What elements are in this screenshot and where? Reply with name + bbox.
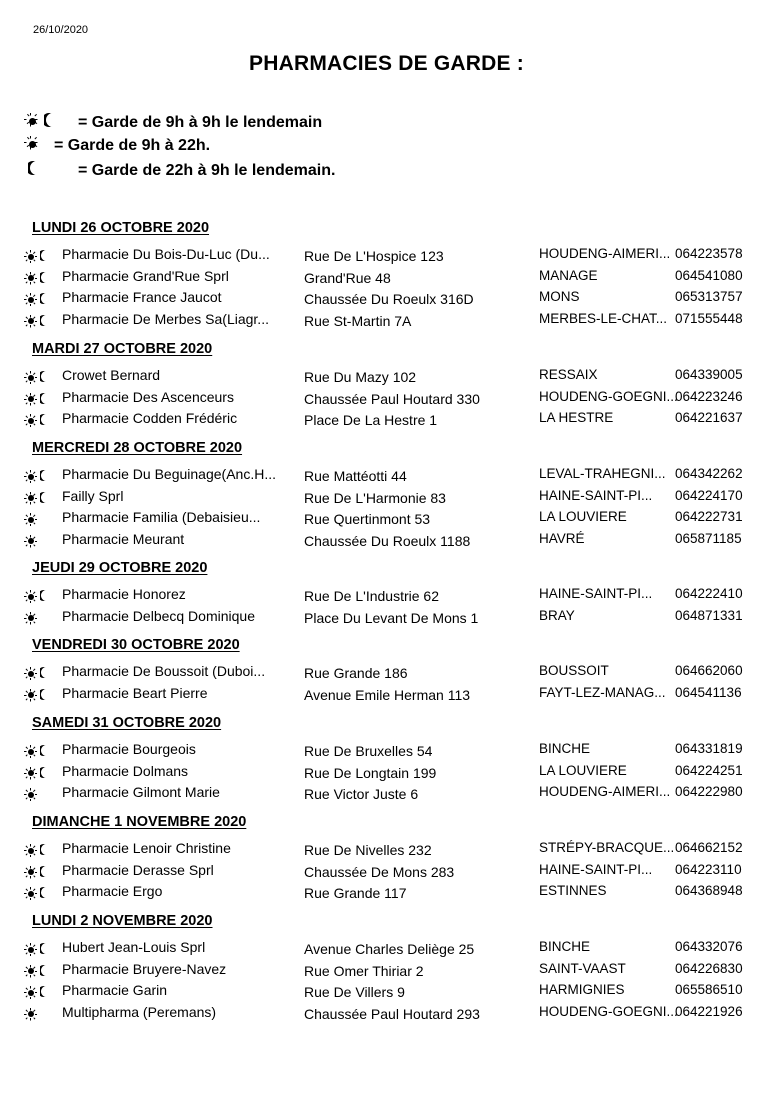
pharmacy-address: Chaussée Paul Houtard 293: [304, 1005, 480, 1022]
pharmacy-name: Pharmacie Du Beguinage(Anc.H...: [62, 466, 276, 482]
day-heading: MERCREDI 28 OCTOBRE 2020: [32, 440, 243, 456]
pharmacy-city: HOUDENG-AIMERI...: [539, 246, 671, 261]
moon-icon: [40, 767, 50, 779]
pharmacy-phone: 071555448: [675, 310, 743, 326]
pharmacy-address: Rue Grande 186: [304, 665, 408, 681]
pharmacy-phone: 064222980: [675, 784, 743, 799]
day-heading: LUNDI 26 OCTOBRE 2020: [32, 220, 210, 236]
legend-symbols: [24, 160, 78, 180]
pharmacy-name: Pharmacie Delbecq Dominique: [62, 607, 255, 624]
legend-text: = Garde de 9h à 22h.: [54, 137, 211, 154]
pharmacy-row: [0, 784, 773, 804]
pharmacy-phone: 065313757: [675, 289, 743, 304]
pharmacy-city: LA HESTRE: [539, 410, 614, 425]
pharmacy-row: [0, 531, 773, 551]
sun-icon: [24, 470, 37, 483]
sun-icon: [24, 887, 37, 900]
pharmacy-address: Rue De L'Hospice 123: [304, 248, 444, 264]
sun-icon: [24, 136, 40, 152]
sun-icon: [24, 315, 37, 328]
pharmacy-address: Rue Quertinmont 53: [304, 511, 431, 527]
sun-icon: [24, 943, 37, 956]
sun-icon: [24, 844, 37, 857]
pharmacy-address: Rue De Bruxelles 54: [304, 743, 433, 759]
pharmacy-row: [0, 586, 773, 606]
pharmacy-city: LA LOUVIERE: [539, 762, 627, 778]
pharmacy-city: HOUDENG-AIMERI...: [539, 784, 671, 799]
duty-symbols: [24, 511, 37, 527]
moon-icon: [40, 250, 50, 262]
duty-symbols: [24, 490, 50, 506]
sun-icon: [24, 788, 37, 801]
duty-symbols: [24, 864, 50, 880]
pharmacy-city: BINCHE: [539, 741, 591, 756]
duty-symbols: [24, 270, 50, 286]
sun-icon: [24, 513, 37, 526]
pharmacy-phone: 064226830: [675, 960, 743, 976]
pharmacy-name: Pharmacie Bruyere-Navez: [62, 960, 227, 977]
day-heading: VENDREDI 30 OCTOBRE 2020: [32, 637, 240, 653]
moon-icon: [40, 844, 50, 856]
day-heading: SAMEDI 31 OCTOBRE 2020: [32, 715, 222, 731]
pharmacy-row: [0, 488, 773, 508]
moon-icon: [40, 414, 50, 426]
sun-icon: [24, 1008, 37, 1021]
pharmacy-row: [0, 663, 773, 683]
sun-icon: [24, 250, 37, 263]
pharmacy-phone: 064339005: [675, 367, 743, 382]
pharmacy-name: Pharmacie France Jaucot: [62, 289, 222, 305]
pharmacy-row: [0, 862, 773, 882]
day-heading: JEUDI 29 OCTOBRE 2020: [32, 560, 208, 576]
duty-symbols: [24, 1006, 37, 1022]
sun-icon: [24, 492, 37, 505]
duty-symbols: [24, 291, 50, 307]
pharmacy-city: BRAY: [539, 607, 575, 623]
pharmacy-address: Place Du Levant De Mons 1: [304, 609, 479, 626]
pharmacy-phone: 064541080: [675, 267, 743, 283]
pharmacy-phone: 065586510: [675, 982, 743, 997]
pharmacy-phone: 064662152: [675, 840, 743, 855]
pharmacy-row: [0, 961, 773, 981]
pharmacy-name: Pharmacie Beart Pierre: [62, 684, 208, 701]
legend-text: = Garde de 9h à 9h le lendemain: [78, 114, 323, 131]
pharmacy-row: [0, 1004, 773, 1024]
pharmacy-row: [0, 466, 773, 486]
moon-icon: [40, 293, 50, 305]
day-heading: DIMANCHE 1 NOVEMBRE 2020: [32, 814, 247, 830]
pharmacy-name: Pharmacie Grand'Rue Sprl: [62, 267, 229, 284]
duty-symbols: [24, 963, 50, 979]
moon-icon: [40, 986, 50, 998]
pharmacy-address: Chaussée De Mons 283: [304, 863, 455, 880]
duty-symbols: [24, 941, 50, 957]
moon-icon: [40, 470, 50, 482]
pharmacy-name: Pharmacie Dolmans: [62, 762, 189, 779]
duty-symbols: [24, 588, 50, 604]
pharmacy-city: SAINT-VAAST: [539, 960, 626, 976]
moon-icon: [40, 667, 50, 679]
duty-symbols: [24, 743, 50, 759]
pharmacy-row: [0, 685, 773, 705]
legend-item: [24, 160, 335, 180]
sun-icon: [24, 612, 37, 625]
pharmacy-name: Crowet Bernard: [62, 367, 161, 383]
pharmacy-row: [0, 840, 773, 860]
day-heading: MARDI 27 OCTOBRE 2020: [32, 341, 213, 357]
pharmacy-phone: 064871331: [675, 607, 743, 623]
pharmacy-row: [0, 763, 773, 783]
duty-symbols: [24, 313, 50, 329]
moon-icon: [40, 272, 50, 284]
pharmacy-phone: 065871185: [675, 530, 742, 546]
pharmacy-address: Chaussée Du Roeulx 316D: [304, 291, 474, 307]
sun-icon: [24, 590, 37, 603]
pharmacy-name: Pharmacie Honorez: [62, 586, 186, 602]
pharmacy-city: FAYT-LEZ-MANAG...: [539, 684, 666, 700]
pharmacy-name: Pharmacie Des Ascenceurs: [62, 388, 234, 405]
pharmacy-phone: 064221637: [675, 410, 743, 425]
pharmacy-row: [0, 311, 773, 331]
pharmacy-name: Pharmacie Ergo: [62, 883, 163, 899]
pharmacy-address: Rue De L'Industrie 62: [304, 588, 439, 604]
sun-icon: [24, 745, 37, 758]
duty-symbols: [24, 369, 50, 385]
duty-symbols: [24, 391, 50, 407]
pharmacy-name: Pharmacie Codden Frédéric: [62, 410, 238, 426]
pharmacy-name: Pharmacie Du Bois-Du-Luc (Du...: [62, 246, 270, 262]
pharmacy-name: Pharmacie De Merbes Sa(Liagr...: [62, 310, 269, 327]
pharmacy-city: BOUSSOIT: [539, 663, 609, 678]
moon-icon: [40, 492, 50, 504]
pharmacy-address: Rue Victor Juste 6: [304, 786, 419, 802]
pharmacy-address: Rue St-Martin 7A: [304, 312, 412, 329]
moon-icon: [40, 689, 50, 701]
pharmacy-city: BINCHE: [539, 939, 591, 954]
pharmacy-phone: 064223246: [675, 388, 743, 404]
sun-icon: [24, 866, 37, 879]
pharmacy-phone: 064222410: [675, 586, 743, 601]
pharmacy-name: Pharmacie Bourgeois: [62, 741, 196, 757]
pharmacy-phone: 064331819: [675, 741, 743, 756]
sun-icon: [24, 293, 37, 306]
pharmacy-city: HARMIGNIES: [539, 982, 625, 997]
moon-icon: [40, 965, 50, 977]
pharmacy-name: Hubert Jean-Louis Sprl: [62, 939, 206, 955]
sun-icon: [24, 689, 37, 702]
pharmacy-name: Pharmacie Lenoir Christine: [62, 840, 231, 856]
pharmacy-name: Pharmacie Gilmont Marie: [62, 784, 220, 800]
duty-symbols: [24, 687, 50, 703]
pharmacy-address: Grand'Rue 48: [304, 269, 391, 286]
pharmacy-address: Rue Du Mazy 102: [304, 369, 417, 385]
legend-symbols: [24, 136, 54, 155]
pharmacy-city: LEVAL-TRAHEGNI...: [539, 466, 666, 481]
pharmacy-row: [0, 939, 773, 959]
moon-icon: [40, 590, 50, 602]
pharmacy-name: Pharmacie Meurant: [62, 530, 185, 547]
pharmacy-name: Pharmacie Familia (Debaisieu...: [62, 509, 261, 525]
pharmacy-row: [0, 246, 773, 266]
pharmacy-phone: 064224251: [675, 762, 743, 778]
legend-text: = Garde de 22h à 9h le lendemain.: [78, 162, 336, 179]
print-date: 26/10/2020: [33, 24, 89, 36]
pharmacy-address: Rue De L'Harmonie 83: [304, 489, 446, 506]
pharmacy-phone: 064541136: [675, 684, 742, 700]
duty-symbols: [24, 786, 37, 802]
duty-symbols: [24, 610, 37, 626]
pharmacy-city: HOUDENG-GOEGNI...: [539, 1003, 678, 1019]
pharmacy-name: Pharmacie Garin: [62, 982, 168, 998]
pharmacy-city: HAINE-SAINT-PI...: [539, 487, 653, 503]
moon-icon: [40, 393, 50, 405]
sun-icon: [24, 535, 37, 548]
moon-icon: [40, 943, 50, 955]
pharmacy-city: HAINE-SAINT-PI...: [539, 861, 653, 877]
pharmacy-address: Rue Omer Thiriar 2: [304, 962, 424, 979]
day-heading: LUNDI 2 NOVEMBRE 2020: [32, 913, 213, 929]
pharmacy-phone: 064224170: [675, 487, 743, 503]
duty-symbols: [24, 533, 37, 549]
pharmacy-address: Rue Mattéotti 44: [304, 468, 407, 484]
pharmacy-address: Avenue Charles Deliège 25: [304, 941, 475, 957]
pharmacy-city: HOUDENG-GOEGNI...: [539, 388, 678, 404]
pharmacy-phone: 064221926: [675, 1003, 743, 1019]
pharmacy-row: [0, 741, 773, 761]
pharmacy-address: Rue Grande 117: [304, 885, 407, 901]
pharmacy-row: [0, 883, 773, 903]
pharmacy-address: Chaussée Du Roeulx 1188: [304, 532, 471, 549]
pharmacy-phone: 064342262: [675, 466, 743, 481]
pharmacy-city: RESSAIX: [539, 367, 598, 382]
duty-symbols: [24, 665, 50, 681]
pharmacy-city: HAVRÉ: [539, 530, 585, 546]
moon-icon: [40, 866, 50, 878]
pharmacy-city: ESTINNES: [539, 883, 607, 898]
sun-icon: [24, 371, 37, 384]
moon-icon: [40, 887, 50, 899]
sun-icon: [24, 965, 37, 978]
moon-icon: [40, 371, 50, 383]
pharmacy-address: Rue De Nivelles 232: [304, 842, 432, 858]
sun-icon: [24, 414, 37, 427]
pharmacy-city: LA LOUVIERE: [539, 509, 627, 524]
sun-icon: [24, 767, 37, 780]
legend-symbols: [24, 112, 78, 132]
pharmacy-phone: 064662060: [675, 663, 743, 678]
pharmacy-city: MONS: [539, 289, 580, 304]
pharmacy-name: Failly Sprl: [62, 487, 124, 504]
duty-symbols: [24, 412, 50, 428]
pharmacy-row: [0, 410, 773, 430]
duty-symbols: [24, 984, 50, 1000]
sun-icon: [24, 272, 37, 285]
moon-icon: [40, 745, 50, 757]
pharmacy-phone: 064332076: [675, 939, 743, 954]
legend-item: [24, 136, 210, 155]
pharmacy-name: Pharmacie Derasse Sprl: [62, 861, 214, 878]
pharmacy-row: [0, 608, 773, 628]
moon-icon: [40, 315, 50, 327]
pharmacy-phone: 064223110: [675, 861, 742, 877]
pharmacy-city: STRÉPY-BRACQUE...: [539, 840, 675, 855]
duty-symbols: [24, 842, 50, 858]
page-title: PHARMACIES DE GARDE :: [249, 52, 524, 75]
pharmacy-row: [0, 509, 773, 529]
pharmacy-row: [0, 268, 773, 288]
moon-icon: [44, 112, 57, 128]
sun-icon: [24, 667, 37, 680]
pharmacy-address: Rue De Villers 9: [304, 984, 405, 1000]
pharmacy-address: Avenue Emile Herman 113: [304, 686, 471, 703]
pharmacy-city: MERBES-LE-CHAT...: [539, 310, 668, 326]
duty-symbols: [24, 765, 50, 781]
pharmacy-address: Chaussée Paul Houtard 330: [304, 390, 480, 407]
sun-icon: [24, 113, 40, 129]
pharmacy-row: [0, 367, 773, 387]
pharmacy-phone: 064368948: [675, 883, 743, 898]
pharmacy-address: Place De La Hestre 1: [304, 412, 438, 428]
pharmacy-city: HAINE-SAINT-PI...: [539, 586, 653, 601]
pharmacy-row: [0, 982, 773, 1002]
pharmacy-name: Multipharma (Peremans): [62, 1003, 217, 1020]
legend-item: [24, 112, 322, 132]
moon-icon: [28, 160, 41, 176]
pharmacy-name: Pharmacie De Boussoit (Duboi...: [62, 663, 266, 679]
pharmacy-row: [0, 289, 773, 309]
pharmacy-phone: 064222731: [675, 509, 743, 524]
duty-symbols: [24, 885, 50, 901]
pharmacy-city: MANAGE: [539, 267, 598, 283]
pharmacy-phone: 064223578: [675, 246, 743, 261]
sun-icon: [24, 393, 37, 406]
duty-symbols: [24, 468, 50, 484]
pharmacy-row: [0, 389, 773, 409]
sun-icon: [24, 986, 37, 999]
pharmacy-address: Rue De Longtain 199: [304, 764, 437, 781]
duty-symbols: [24, 248, 50, 264]
